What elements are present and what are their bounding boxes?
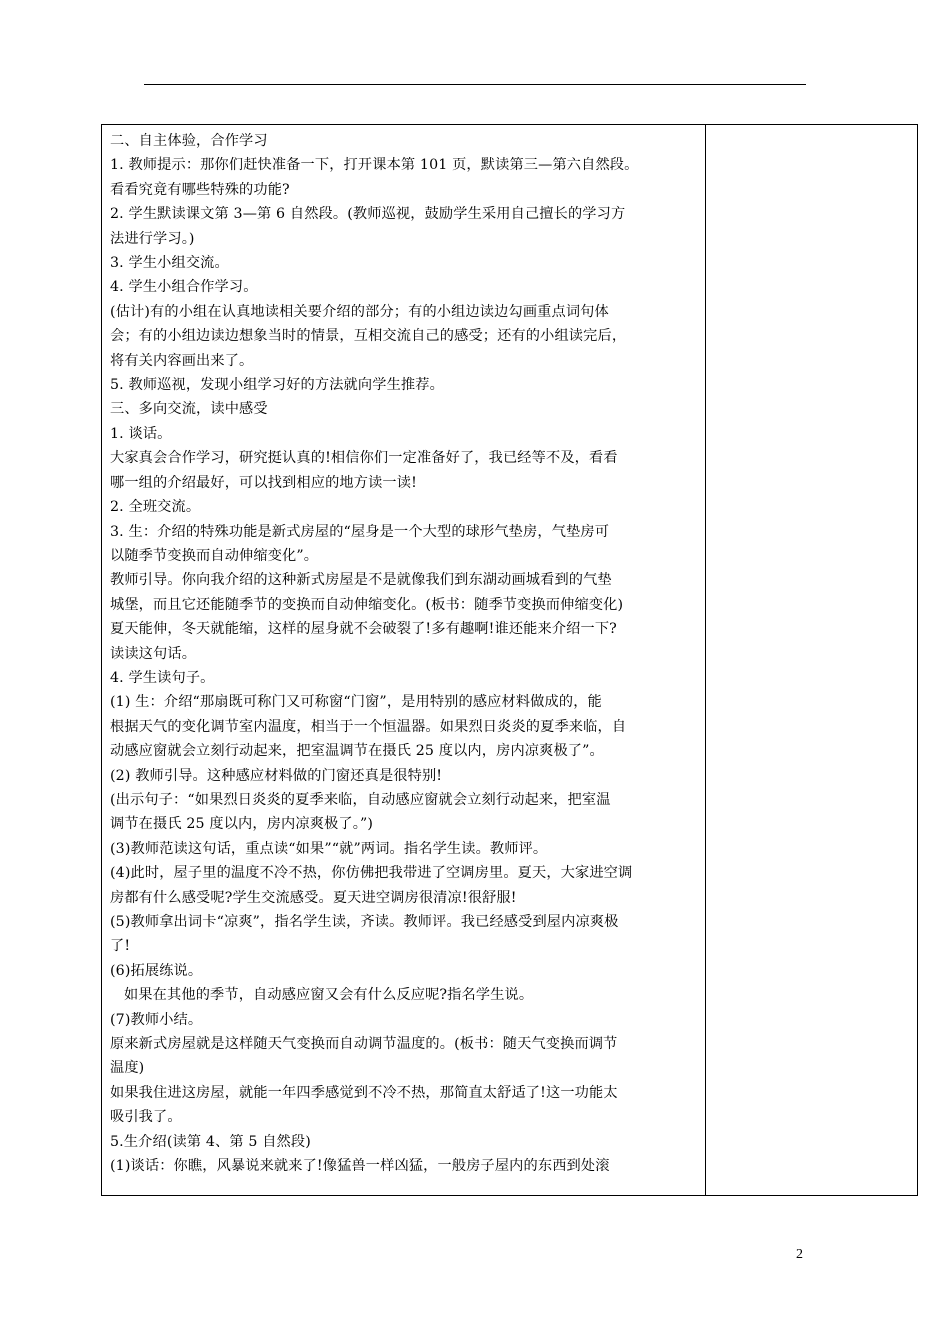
text-line: 夏天能伸，冬天就能缩，这样的屋身就不会破裂了!多有趣啊!谁还能来介绍一下? (110, 621, 617, 638)
text-line: 如果我住进这房屋，就能一年四季感觉到不冷不热，那简直太舒适了!这一功能太 (110, 1084, 618, 1101)
text-line: 温度) (110, 1060, 145, 1077)
text-line: (4)此时，屋子里的温度不冷不热，你仿佛把我带进了空调房里。夏天，大家进空调 (110, 865, 633, 882)
text-line: 以随季节变换而自动伸缩变化”。 (110, 547, 319, 564)
text-line: 二、自主体验，合作学习 (110, 133, 268, 149)
text-line: 将有关内容画出来了。 (110, 352, 254, 369)
text-line: 4. 学生小组合作学习。 (110, 279, 258, 296)
section-heading: 三、多向交流，读中感受 (110, 401, 268, 418)
text-line: 教师引导。你向我介绍的这种新式房屋是不是就像我们到东湖动画城看到的气垫 (110, 572, 612, 589)
text-line: 动感应窗就会立刻行动起来，把室温调节在摄氏 25 度以内，房内凉爽极了”。 (110, 743, 604, 760)
text-line: 1. 谈话。 (110, 425, 172, 442)
text-line: 城堡，而且它还能随季节的变换而自动伸缩变化。(板书：随季节变换而伸缩变化) (110, 596, 624, 613)
text-line: (7)教师小结。 (110, 1011, 203, 1028)
text-line: 3. 学生小组交流。 (110, 255, 229, 272)
text-line: 看看究竟有哪些特殊的功能? (110, 181, 290, 198)
text-line: 4. 学生读句子。 (110, 669, 215, 686)
page-number: 2 (796, 1247, 803, 1262)
text-line: 根据天气的变化调节室内温度，相当于一个恒温器。如果烈日炎炎的夏季来临，自 (110, 718, 627, 735)
text-line: (出示句子：“如果烈日炎炎的夏季来临，自动感应窗就会立刻行动起来，把室温 (110, 791, 611, 808)
notes-cell (706, 125, 917, 1195)
text-line: 5.生介绍(读第 4、第 5 自然段) (110, 1133, 311, 1150)
text-line: 原来新式房屋就是这样随天气变换而自动调节温度的。(板书：随天气变换而调节 (110, 1036, 618, 1053)
text-line: 3. 生：介绍的特殊功能是新式房屋的“屋身是一个大型的球形气垫房，气垫房可 (110, 523, 610, 540)
lesson-content-cell (102, 125, 706, 1195)
text-line: 吸引我了。 (110, 1109, 182, 1126)
text-line: (1) 生：介绍“那扇既可称门又可称窗“门窗”，是用特别的感应材料做成的，能 (110, 694, 602, 711)
text-line: 会；有的小组边读边想象当时的情景，互相交流自己的感受；还有的小组读完后， (110, 328, 627, 345)
text-line: 2. 学生默读课文第 3—第 6 自然段。(教师巡视，鼓励学生采用自己擅长的学习方 (110, 206, 626, 223)
text-line: 如果在其他的季节，自动感应窗又会有什么反应呢?指名学生说。 (124, 987, 534, 1004)
text-line: (1)谈话：你瞧，风暴说来就来了!像猛兽一样凶猛，一般房子屋内的东西到处滚 (110, 1158, 610, 1175)
text-line: (3)教师范读这句话，重点读“如果”“就”两词。指名学生读。教师评。 (110, 840, 548, 857)
text-line: 读读这句话。 (110, 645, 197, 662)
text-line: 5. 教师巡视，发现小组学习好的方法就向学生推荐。 (110, 377, 444, 394)
text-line: (5)教师拿出词卡“凉爽”，指名学生读，齐读。教师评。我已经感受到屋内凉爽极 (110, 914, 619, 930)
text-line: 了! (110, 938, 131, 955)
text-line: 房都有什么感受呢?学生交流感受。夏天进空调房很清凉!很舒服! (110, 889, 517, 906)
text-line: (6)拓展练说。 (110, 962, 203, 979)
text-line: 2. 全班交流。 (110, 499, 201, 516)
text-line: 1. 教师提示：那你们赶快准备一下，打开课本第 101 页，默读第三—第六自然段。 (110, 157, 639, 174)
text-line: (估计)有的小组在认真地读相关要介绍的部分；有的小组边读边勾画重点词句体 (110, 303, 609, 320)
text-line: 大家真会合作学习，研究挺认真的!相信你们一定准备好了，我已经等不及，看看 (110, 450, 618, 467)
text-line: 哪一组的介绍最好，可以找到相应的地方读一读! (110, 474, 417, 491)
text-line: 法进行学习。) (110, 230, 195, 247)
header-rule (144, 84, 806, 85)
text-line: 调节在摄氏 25 度以内，房内凉爽极了。”) (110, 816, 374, 833)
text-line: (2) 教师引导。这种感应材料做的门窗还真是很特别! (110, 767, 443, 784)
lesson-plan-table (101, 124, 918, 1196)
